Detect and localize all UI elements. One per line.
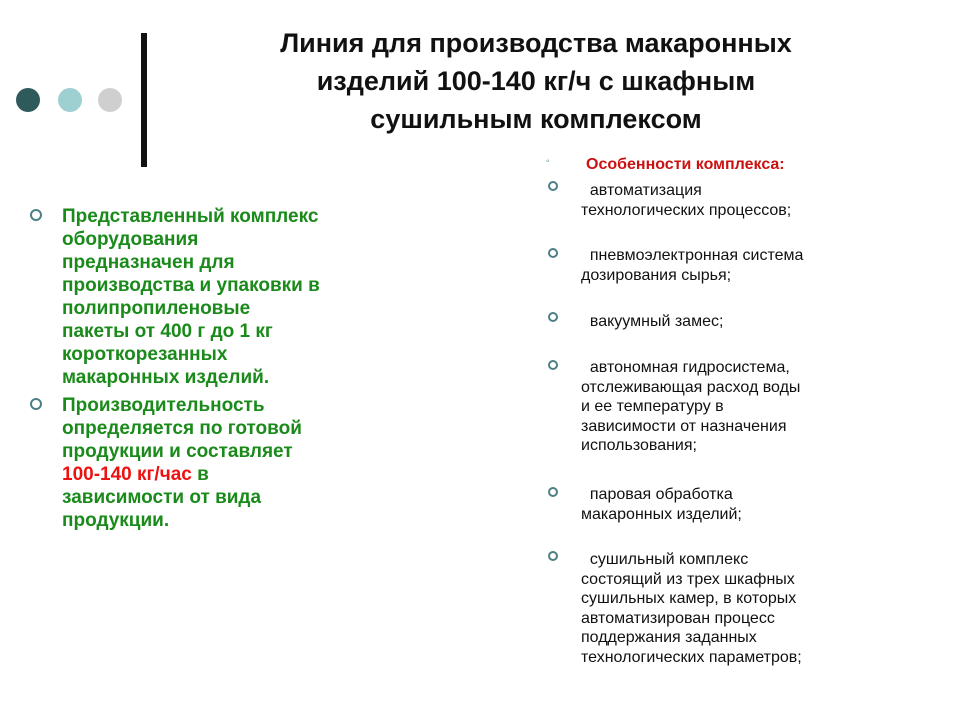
circle-bullet-icon [548, 551, 558, 561]
title-line: сушильным комплексом [370, 104, 702, 134]
feature-item [581, 358, 901, 456]
feature-item [581, 550, 901, 668]
paragraph-fragment: в [191, 464, 209, 485]
feature-line: пневмоэлектронная система [581, 247, 804, 264]
capacity-highlight: 100-140 кг/час [62, 464, 192, 485]
feature-line: технологических параметров; [581, 648, 802, 666]
circle-bullet-icon [30, 209, 42, 221]
dark-teal-dot [16, 88, 40, 112]
feature-line: дозирования сырья; [581, 266, 732, 284]
circle-bullet-icon [548, 248, 558, 258]
paragraph-line: предназначен для [62, 252, 235, 273]
paragraph-line: производства и упаковки в [62, 275, 320, 296]
small-circle-marker: ◦ [546, 156, 550, 167]
feature-line: автономная гидросистема, [581, 359, 790, 376]
left-paragraph-2 [62, 394, 422, 532]
vertical-divider-bar [141, 33, 147, 167]
feature-item [581, 181, 901, 220]
circle-bullet-icon [548, 181, 558, 191]
feature-item [581, 246, 901, 285]
circle-bullet-icon [548, 487, 558, 497]
features-heading: Особенности комплекса: [586, 156, 785, 173]
feature-line: использования; [581, 437, 697, 455]
title-line: Линия для производства макаронных [280, 28, 792, 58]
paragraph-line: короткорезанных [62, 344, 228, 365]
feature-line: отслеживающая расход воды [581, 378, 801, 396]
paragraph-line: зависимости от вида [62, 487, 262, 508]
paragraph-line-highlighted [62, 463, 422, 486]
feature-line: вакуумный замес; [581, 313, 724, 330]
light-teal-dot [58, 88, 82, 112]
paragraph-line: полипропиленовые [62, 298, 251, 319]
feature-item [581, 485, 901, 524]
decorative-dots [16, 88, 126, 112]
feature-line: и ее температуру в [581, 398, 724, 416]
circle-bullet-icon [548, 312, 558, 322]
left-paragraph-1 [62, 205, 422, 389]
paragraph-line: оборудования [62, 229, 199, 250]
slide-title [170, 24, 902, 138]
feature-line: макаронных изделий; [581, 505, 742, 523]
paragraph-line: продукции и составляет [62, 441, 293, 462]
paragraph-line: Производительность [62, 395, 265, 416]
feature-line: технологических процессов; [581, 201, 792, 219]
gray-dot [98, 88, 122, 112]
title-line: изделий 100-140 кг/ч с шкафным [316, 66, 756, 96]
feature-line: паровая обработка [581, 486, 733, 503]
circle-bullet-icon [548, 360, 558, 370]
feature-line: сушильных камер, в которых [581, 590, 797, 608]
paragraph-line: пакеты от 400 г до 1 кг [62, 321, 273, 342]
feature-line: автоматизирован процесс [581, 609, 775, 627]
feature-line: автоматизация [581, 182, 702, 199]
feature-line: поддержания заданных [581, 629, 757, 647]
paragraph-line: продукции. [62, 510, 170, 531]
paragraph-line: макаронных изделий. [62, 367, 270, 388]
feature-line: состоящий из трех шкафных [581, 570, 795, 588]
paragraph-line: определяется по готовой [62, 418, 302, 439]
feature-line: зависимости от назначения [581, 417, 787, 435]
feature-item [581, 312, 901, 332]
paragraph-line: Представленный комплекс [62, 206, 319, 227]
circle-bullet-icon [30, 398, 42, 410]
feature-line: сушильный комплекс [581, 551, 749, 568]
